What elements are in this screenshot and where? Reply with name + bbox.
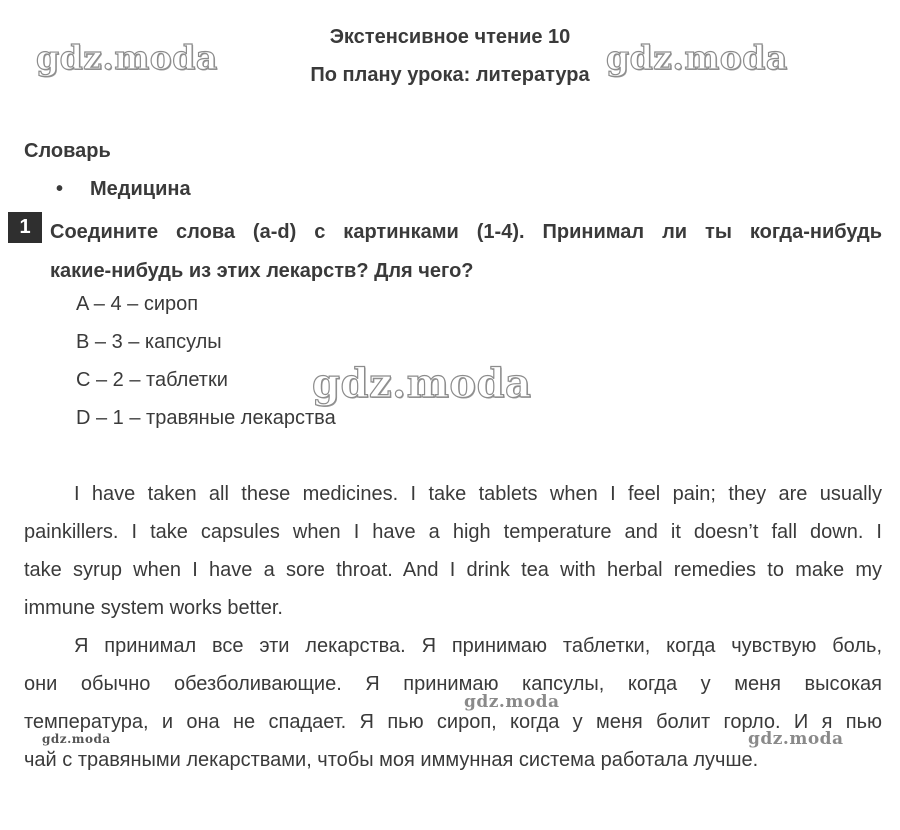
answer-list xyxy=(76,285,336,437)
watermark: gdz.moda xyxy=(464,692,560,712)
watermark: gdz.moda xyxy=(748,729,844,749)
paragraph-line: immune system works better. xyxy=(24,597,283,619)
bullet-icon: • xyxy=(56,178,64,200)
paragraph-line: температура, и она не спадает. Я пью сироп, когда у меня болит горло. И я пью xyxy=(24,711,882,733)
answer-item: A – 4 – сироп xyxy=(76,293,199,315)
paragraph-line: painkillers. I take capsules when I have a high temperature and it doesn’t fall down. I xyxy=(24,521,882,543)
vocabulary-heading: Словарь xyxy=(24,140,111,162)
vocabulary-topic xyxy=(56,178,191,201)
task-instruction xyxy=(50,213,882,291)
watermark: gdz.moda xyxy=(36,38,218,77)
watermark: gdz.moda xyxy=(606,38,788,77)
task-instruction-line: какие-нибудь из этих лекарств? Для чего? xyxy=(50,260,474,282)
paragraph-english xyxy=(24,475,882,627)
paragraph-line: I have taken all these medicines. I take tablets when I feel pain; they are usually xyxy=(74,483,882,505)
task-instruction-line: Соедините слова (a-d) с картинками (1-4). Принимал ли ты когда-нибудь xyxy=(50,221,882,243)
task-number-badge: 1 xyxy=(8,212,42,243)
answer-item: D – 1 – травяные лекарства xyxy=(76,407,336,429)
page-subtitle: По плану урока: литература xyxy=(310,64,590,86)
paragraph-line: они обычно обезболивающие. Я принимаю капсулы, когда у меня высокая xyxy=(24,673,882,695)
watermark: gdz.moda xyxy=(312,360,532,407)
vocabulary-topic-label: Медицина xyxy=(90,178,191,200)
page-title: Экстенсивное чтение 10 xyxy=(329,26,571,48)
answer-item: B – 3 – капсулы xyxy=(76,331,222,353)
paragraph-russian xyxy=(24,627,882,779)
paragraph-line: чай с травяными лекарствами, чтобы моя иммунная система работала лучше. xyxy=(24,749,759,771)
paragraph-line: take syrup when I have a sore throat. And I drink tea with herbal remedies to make my xyxy=(24,559,882,581)
watermark: gdz.moda xyxy=(42,732,111,746)
answer-item: C – 2 – таблетки xyxy=(76,369,228,391)
paragraph-line: Я принимал все эти лекарства. Я принимаю таблетки, когда чувствую боль, xyxy=(74,635,882,657)
